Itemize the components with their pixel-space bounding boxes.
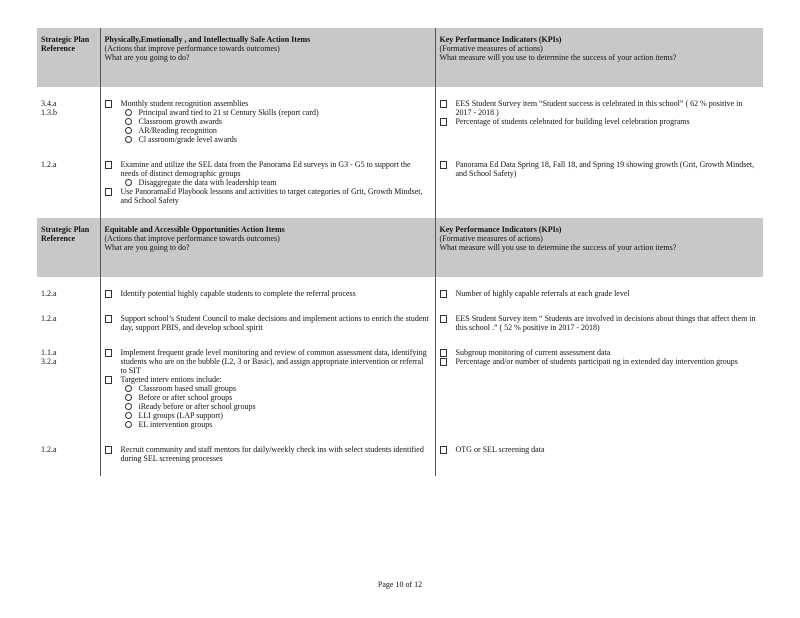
action-items-title: Physically,Emotionally , and Intellectually Safe Action Items (104, 35, 311, 44)
sub-item: Classroom based small groups (125, 384, 431, 393)
action-items-sub1: (Actions that improve performance towards outcomes) (104, 44, 280, 53)
kpi-item: Percentage of students celebrated for building level celebration programs (440, 117, 760, 126)
kpi-cell (435, 157, 763, 218)
table-row (37, 157, 763, 218)
reference-code: 3.2.a (41, 357, 57, 366)
strategic-plan-header: Strategic Plan Reference (37, 218, 100, 277)
plan-table (37, 28, 763, 476)
reference-code: 1.2.a (41, 445, 57, 454)
section-header (37, 28, 763, 87)
sub-item: Disaggregate the data with leadership team (125, 178, 431, 187)
sub-item: Principal award tied to 21 st Century Skills (report card) (125, 108, 431, 117)
action-items-sub1: (Actions that improve performance towards outcomes) (104, 234, 280, 243)
plan-reference (37, 442, 100, 476)
kpi-sub2: What measure will you use to determine the success of your action items? (439, 243, 677, 252)
action-item: Examine and utilize the SEL data from the Panorama Ed surveys in G3 - G5 to support the needs of distinct demographic groups Disaggregate the data with leadership team (105, 160, 431, 187)
plan-reference (37, 345, 100, 442)
improvement-plan-page (37, 28, 763, 476)
kpi-cell (435, 345, 763, 442)
kpi-header (435, 28, 763, 87)
table-row (37, 442, 763, 476)
kpi-item: OTG or SEL screening data (440, 445, 760, 454)
action-items-sub2: What are you going to do? (104, 243, 190, 252)
reference-code: 3.4.a (41, 99, 57, 108)
section-header (37, 218, 763, 277)
kpi-sub1: (Formative measures of actions) (439, 44, 543, 53)
action-cell (100, 96, 435, 157)
page-number: Page 10 of 12 (377, 580, 423, 589)
kpi-cell (435, 286, 763, 311)
action-cell (100, 442, 435, 476)
action-item: Recruit community and staff mentors for daily/weekly check ins with select students identified during SEL screening processes (105, 445, 431, 463)
action-items-sub2: What are you going to do? (104, 53, 190, 62)
table-row (37, 345, 763, 442)
sub-item: LLI groups (LAP support) (125, 411, 431, 420)
reference-code: 1.2.a (41, 314, 57, 323)
plan-reference (37, 311, 100, 345)
table-row (37, 286, 763, 311)
action-items-title: Equitable and Accessible Opportunities Action Items (104, 225, 285, 234)
action-cell (100, 286, 435, 311)
kpi-item: EES Student Survey item “Student success is celebrated in this school” ( 62 % positive in 2017 - 2018 ) (440, 99, 760, 117)
table-row (37, 311, 763, 345)
kpi-title: Key Performance Indicators (KPIs) (439, 35, 562, 44)
kpi-title: Key Performance Indicators (KPIs) (439, 225, 562, 234)
action-item: Targeted interv entions include: Classroom based small groups Before or after school groups iReady before or after school groups LLI groups (LAP support) EL intervention groups (105, 375, 431, 429)
action-item: Support school’s Student Council to make decisions and implement actions to enrich the student day, support PBIS, and develop school spirit (105, 314, 431, 332)
action-cell (100, 157, 435, 218)
kpi-item: Subgroup monitoring of current assessment data (440, 348, 760, 357)
plan-reference (37, 96, 100, 157)
kpi-item: Number of highly capable referrals at each grade level (440, 289, 760, 298)
sub-item: Classroom growth awards (125, 117, 431, 126)
action-item: Identify potential highly capable students to complete the referral process (105, 289, 431, 298)
plan-reference (37, 157, 100, 218)
action-item: Implement frequent grade level monitoring and review of common assessment data, identifying students who are on the bubble (L2, 3 or Basic), and assign appropriate intervention or referral to SIT (105, 348, 431, 375)
action-items-header (100, 218, 435, 277)
action-cell (100, 345, 435, 442)
kpi-header (435, 218, 763, 277)
plan-reference (37, 286, 100, 311)
strategic-plan-header: Strategic Plan Reference (37, 28, 100, 87)
action-item: Use PanoramaEd Playbook lessons and activities to target categories of Grit, Growth Mindset, and School Safety (105, 187, 431, 205)
sub-item: EL intervention groups (125, 420, 431, 429)
kpi-cell (435, 311, 763, 345)
action-items-header (100, 28, 435, 87)
reference-code: 1.1.a (41, 348, 57, 357)
sub-item: iReady before or after school groups (125, 402, 431, 411)
kpi-cell (435, 96, 763, 157)
action-item: Monthly student recognition assemblies Principal award tied to 21 st Century Skills (report card) Classroom growth awards AR/Reading recognition Cl assroom/grade level awards (105, 99, 431, 144)
kpi-item: Panorama Ed Data Spring 18, Fall 18, and Spring 19 showing growth (Grit, Growth Mindset, and School Safety) (440, 160, 760, 178)
kpi-sub2: What measure will you use to determine the success of your action items? (439, 53, 677, 62)
sub-item: Cl assroom/grade level awards (125, 135, 431, 144)
sub-item: Before or after school groups (125, 393, 431, 402)
kpi-cell (435, 442, 763, 476)
reference-code: 1.3.b (41, 108, 57, 117)
reference-code: 1.2.a (41, 160, 57, 169)
reference-code: 1.2.a (41, 289, 57, 298)
sub-item: AR/Reading recognition (125, 126, 431, 135)
kpi-sub1: (Formative measures of actions) (439, 234, 543, 243)
kpi-item: EES Student Survey item “ Students are involved in decisions about things that affect them in this school .” ( 52 % positive in 2017 - 2018) (440, 314, 760, 332)
action-cell (100, 311, 435, 345)
table-row (37, 96, 763, 157)
kpi-item: Percentage and/or number of students participati ng in extended day intervention groups (440, 357, 760, 366)
